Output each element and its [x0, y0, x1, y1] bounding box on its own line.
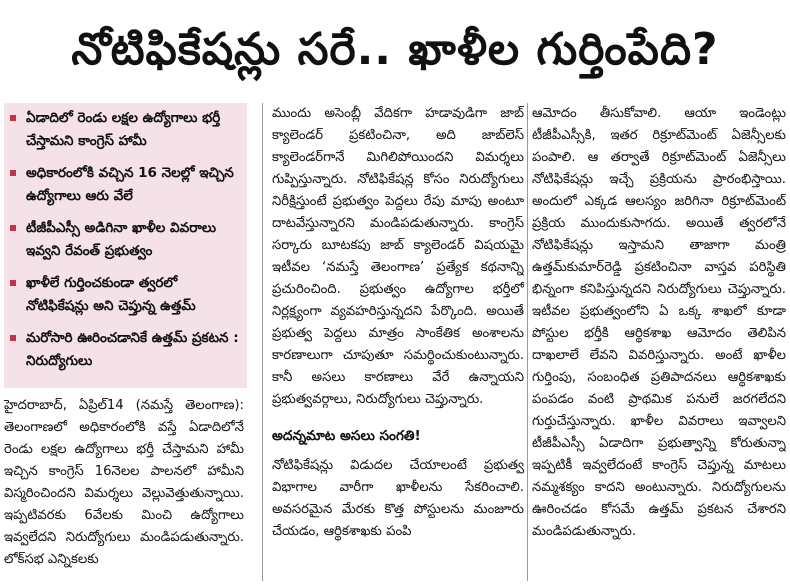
highlight-text: అధికారంలోకి వచ్చిన 16 నెలల్లో ఇచ్చిన ఉద్యోగాలు ఆరు వేలే [26, 165, 234, 204]
bullet-square-icon [10, 217, 20, 231]
bullet-square-icon [10, 107, 20, 121]
highlight-item [10, 272, 243, 318]
article-paragraph: ఆమోదం తీసుకోవాలి. ఆయా ఇండెంట్లు టీజీపీఎస్సీకి, ఇతర రిక్రూట్‌మెంట్ ఏజెన్సీలకు పంపాలి. ఆ తర్వాతే రిక్రూట్‌మెంట్ ఏజెన్సీలు నోటిఫికేషన్లు ఇచ్చే ప్రక్రియను ప్రారంభిస్తాయి. అందులో ఎక్కడ ఆలస్యం జరిగినా రిక్రూట్‌మెంట్ ప్రక్రియ ముందుకుసాగదు. అయితే త్వరలోనే నోటిఫికేషన్లు ఇస్తామని తాజాగా మంత్రి ఉత్తమ్‌కుమార్‌రెడ్డి ప్రకటించినా వాస్తవ పరిస్థితి భిన్నంగా కనిపిస్తున్నదని నిరుద్యోగులు చెప్తున్నారు. ఇటీవల ప్రభుత్వంలోని ఏ ఒక్క శాఖలో కూడా పోస్టుల భర్తీకి ఆర్థికశాఖ ఆమోదం తెలిపిన దాఖలాలే లేవని వివరిస్తున్నారు. అంటే ఖాళీల గుర్తింపు, సంబంధిత ప్రతిపాదనలు ఆర్థికశాఖకు పంపడం వంటి ప్రాథమిక పనులే జరగలేదని గుర్తుచేస్తున్నారు. ఖాళీల వివరాలు ఇవ్వాలని టీజీపీఎస్సీ ఏడాదిగా ప్రభుత్వాన్ని కోరుతున్నా ఇప్పటికీ ఇవ్వలేదంటే కాంగ్రెస్ చెప్తున్న మాటలు నమ్మశక్యం కాదని అంటున్నారు. నిరుద్యోగులను ఊరించడం కోసమే ఉత్తమ్ ప్రకటన చేశారని మండిపడుతున్నారు. [532, 106, 786, 539]
highlight-item [10, 162, 243, 208]
article-paragraph: నోటిఫికేషన్లు విడుదల చేయాలంటే ప్రభుత్వ విభాగాల వారీగా ఖాళీలను సేకరించాలి. అవసరమైన మేరకు కొత్త పోస్టులను మంజూరు చేయడం, ఆర్థికశాఖకు పంపి [272, 458, 524, 539]
bullet-square-icon [10, 162, 20, 176]
article-paragraph: హైదరాబాద్, ఏప్రిల్14 (నమస్తే తెలంగాణ): తెలంగాణలో అధికారంలోకి వస్తే ఏడాదిలోనే రెండు లక్షల ఉద్యోగాలు భర్తీ చేస్తామని హామీ ఇచ్చిన కాంగ్రెస్ 16నెలల పాలనలో హామీని విస్మరించిందని విమర్శలు వెల్లువెత్తుతున్నాయి. ఇప్పటివరకు 6వేలకు మించి ఉద్యోగాలు ఇవ్వలేదని నిరుద్యోగులు మండిపడుతున్నారు. లోక్‌సభ ఎన్నికలకు [4, 398, 244, 567]
column-divider [527, 103, 528, 581]
highlight-text: ఖాళీలే గుర్తించకుండా త్వరలో నోటిఫికేషన్లు అని చెప్తున్న ఉత్తమ్ [26, 275, 196, 314]
column-divider [262, 103, 263, 581]
highlight-text: మరోసారి ఊరించడానికే ఉత్తమ్ ప్రకటన : నిరుద్యోగులు [26, 330, 239, 369]
highlight-item [10, 327, 243, 373]
highlight-text: ఏడాదిలో రెండు లక్షల ఉద్యోగాలు భర్తీ చేస్తామని కాంగ్రెస్ హామీ [26, 110, 221, 149]
column-2 [272, 103, 524, 583]
column-3 [532, 103, 786, 583]
bullet-square-icon [10, 272, 20, 286]
highlight-item [10, 217, 243, 263]
column-1-body [4, 395, 244, 583]
headline: నోటిఫికేషన్లు సరే.. ఖాళీల గుర్తింపేది? [71, 24, 719, 75]
article-paragraph: ముందు అసెంబ్లీ వేదికగా హడావుడిగా జాబ్ క్యాలెండర్ ప్రకటించినా, అది జాబ్‌లెస్ క్యాలెండర్‌గానే మిగిలిపోయిందని విమర్శలు గుప్పిస్తున్నారు. నోటిఫికేషన్ల కోసం నిరుద్యోగులు నిరీక్షిస్తుంటే ప్రభుత్వం పెద్దలు రేపు మాపు అంటూ దాటవేస్తున్నారని మండిపడుతున్నారు. కాంగ్రెస్ సర్కారు బూటకపు జాబ్ క్యాలెండర్ విషయమై ఇటీవల ‘నమస్తే తెలంగాణ’ ప్రత్యేక కథనాన్ని ప్రచురించింది. ప్రభుత్వం ఉద్యోగాల భర్తీలో నిర్లక్ష్యంగా వ్యవహరిస్తున్నదని పేర్కొంది. అయితే ప్రభుత్వ పెద్దలు మాత్రం సాంకేతిక అంశాలను కారణాలుగా చూపుతూ సమర్థించుకుంటున్నారు. కానీ అసలు కారణాలు వేరే ఉన్నాయని ప్రభుత్వవర్గాలు, నిరుద్యోగులు చెప్తున్నారు. [272, 106, 524, 407]
highlight-item [10, 107, 243, 153]
highlights-box [4, 103, 247, 388]
bullet-square-icon [10, 327, 20, 341]
subheading: అదన్నమాట అసలు సంగతి! [272, 428, 421, 444]
highlight-text: టీజీపీఎస్సీ అడిగినా ఖాళీల వివరాలు ఇవ్వని రేవంత్ ప్రభుత్వం [26, 220, 217, 259]
